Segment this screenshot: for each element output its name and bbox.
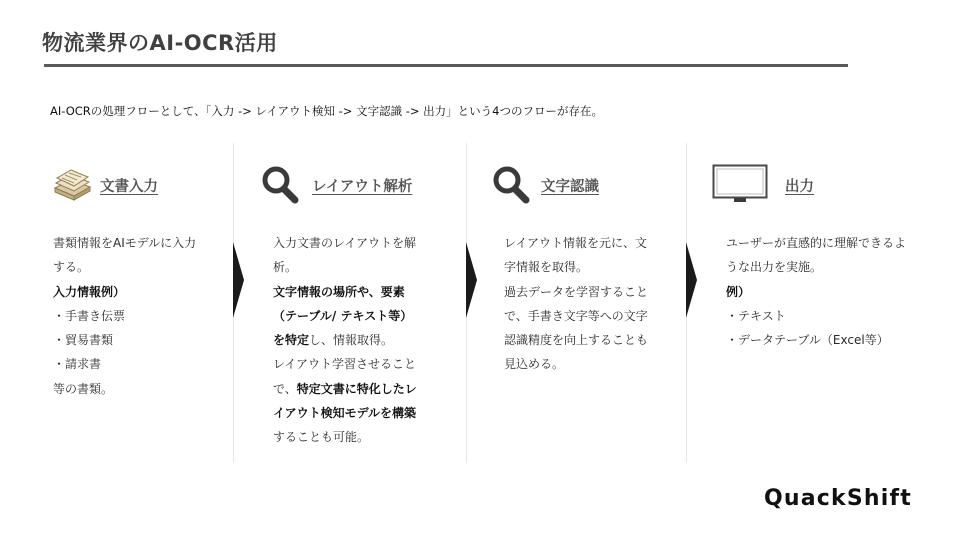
description-line: 過去データを学習すること: [504, 284, 649, 299]
description-text: で、: [273, 381, 297, 396]
description-line: [273, 328, 417, 352]
step-label: 文書入力: [100, 179, 158, 195]
monitor-icon: [712, 162, 770, 210]
page-title: 物流業界のAI-OCR活用: [42, 31, 278, 55]
description-line: レイアウト学習させること: [273, 357, 417, 372]
description-bold: 特定文書に特化したレ: [296, 381, 417, 396]
description-line: うな出力を実施。: [726, 260, 823, 275]
step-header-layout: [260, 162, 450, 206]
description-line: ・データテーブル（Excel等）: [726, 333, 889, 348]
description-line: 文字情報の場所や、要素: [273, 284, 405, 299]
description-line: 見込める。: [504, 357, 565, 372]
description-line: で、手書き文字等への文字: [504, 308, 648, 323]
description-line: ・貿易書類: [53, 333, 114, 348]
description-line: 析。: [273, 260, 298, 275]
description-line: 認識精度を向上することも: [504, 333, 649, 348]
description-line: 字情報を取得。: [504, 260, 589, 275]
description-line: ・請求書: [53, 357, 102, 372]
flow-arrow-icon: [686, 242, 697, 318]
description-bold: を特定: [273, 333, 310, 348]
intro-text: AI-OCRの処理フローとして、「入力 -> レイアウト検知 -> 文字認識 -> 出力」という4つのフローが存在。: [50, 104, 604, 118]
step-description-input: [53, 231, 196, 401]
magnifier-icon: [260, 162, 302, 208]
step-description-output: [726, 231, 906, 352]
description-line: ユーザーが直感的に理解できるよ: [726, 236, 907, 250]
step-header-input: [52, 162, 222, 206]
step-description-recognition: [504, 231, 648, 377]
step-header-output: [712, 162, 862, 206]
step-description-layout: [273, 231, 417, 450]
description-line: ・手書き伝票: [53, 308, 126, 323]
description-line: 等の書類。: [53, 381, 114, 396]
description-line: 書類情報をAIモデルに入力: [53, 236, 197, 250]
description-line: レイアウト情報を元に、文: [504, 236, 648, 250]
step-label: 文字認識: [541, 179, 599, 195]
description-line: [273, 377, 417, 401]
description-line: イアウト検知モデルを構築: [273, 406, 417, 421]
description-line: することも可能。: [273, 430, 370, 445]
step-header-recognition: [491, 162, 661, 206]
flow-arrow-icon: [466, 242, 477, 318]
quackshift-logo: QuackShift: [764, 486, 913, 511]
description-line: 入力文書のレイアウトを解: [273, 236, 417, 250]
description-line: する。: [53, 260, 90, 275]
flow-arrow-icon: [233, 242, 244, 318]
title-underline: [44, 64, 848, 67]
magnifier-icon: [491, 162, 533, 208]
description-line: 入力情報例）: [53, 284, 126, 299]
description-line: ・テキスト: [726, 308, 786, 323]
document-stack-icon: [52, 162, 92, 208]
description-text: し、情報取得。: [309, 333, 394, 348]
description-line: （テーブル/ テキスト等）: [273, 308, 413, 323]
step-label: 出力: [785, 179, 814, 195]
step-label: レイアウト解析: [312, 179, 413, 195]
description-line: 例）: [726, 284, 751, 299]
